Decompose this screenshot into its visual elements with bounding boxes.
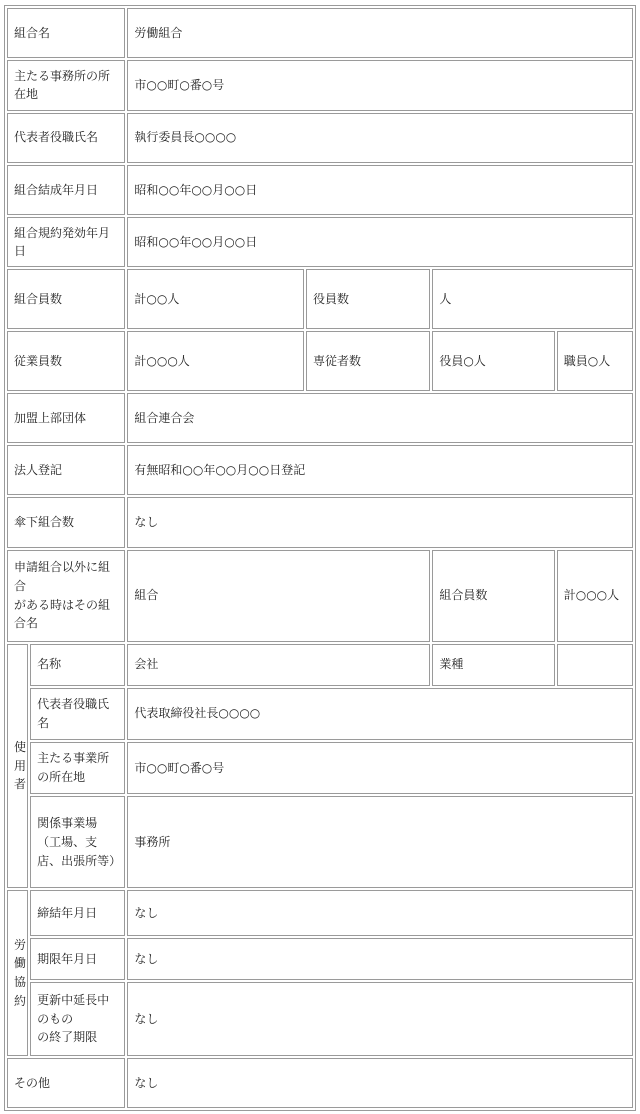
fulltime-officers: 役員○人 [432, 331, 554, 391]
union-name-label: 組合名 [7, 8, 125, 58]
fulltime-staff: 職員○人 [557, 331, 633, 391]
row-agreement-concluded [7, 890, 633, 936]
bylaws-date-label: 組合規約発効年月日 [7, 217, 125, 267]
office-label: 主たる事務所の所在地 [7, 60, 125, 110]
row-office [7, 60, 633, 110]
agreement-char-4: 約 [14, 993, 27, 1008]
employer-sites-label: 関係事業場（工場、支店、出張所等） [30, 796, 125, 888]
other-union-label [7, 550, 125, 642]
agreement-group-label [7, 890, 28, 1055]
other-union-label-line-1: 申請組合以外に組合 [14, 560, 111, 593]
form-table [4, 5, 636, 1111]
row-affiliates [7, 497, 633, 547]
employees-value: 計○○○人 [127, 331, 304, 391]
row-registration [7, 445, 633, 495]
employer-office-value: 市○○町○番○号 [127, 742, 633, 794]
formation-date-value: 昭和○○年○○月○○日 [127, 165, 633, 215]
registration-label: 法人登記 [7, 445, 125, 495]
office-value: 市○○町○番○号 [127, 60, 633, 110]
agreement-renewal-label-line-2: の終了期限 [37, 1030, 98, 1045]
other-label: その他 [7, 1058, 125, 1108]
officers-label: 役員数 [306, 269, 430, 329]
representative-value: 執行委員長○○○○ [127, 113, 633, 163]
members-label: 組合員数 [7, 269, 125, 329]
employer-industry-label: 業種 [432, 644, 554, 686]
row-agreement-expiry [7, 938, 633, 980]
union-name-value: 労働組合 [127, 8, 633, 58]
row-other [7, 1058, 633, 1108]
formation-date-label: 組合結成年月日 [7, 165, 125, 215]
row-employer-rep [7, 688, 633, 740]
agreement-renewal-label-line-1: 更新中延長中のもの [37, 993, 110, 1026]
employer-char-2: 用 [14, 758, 27, 773]
officers-value: 人 [432, 269, 633, 329]
employer-char-1: 使 [14, 740, 27, 755]
row-union-name [7, 8, 633, 58]
employer-rep-value: 代表取締役社長○○○○ [127, 688, 633, 740]
employer-group-label [7, 644, 28, 889]
employer-char-3: 者 [14, 777, 27, 792]
agreement-char-3: 協 [14, 975, 27, 990]
members-value: 計○○人 [127, 269, 304, 329]
affiliates-label: 傘下組合数 [7, 497, 125, 547]
employer-rep-label: 代表者役職氏名 [30, 688, 125, 740]
parent-org-value: 組合連合会 [127, 393, 633, 443]
affiliates-value: なし [127, 497, 633, 547]
row-bylaws-date [7, 217, 633, 267]
employer-sites-value: 事務所 [127, 796, 633, 888]
agreement-expiry-value: なし [127, 938, 633, 980]
agreement-concluded-label: 締結年月日 [30, 890, 125, 936]
employer-name-label: 名称 [30, 644, 125, 686]
row-representative [7, 113, 633, 163]
other-value: なし [127, 1058, 633, 1108]
employer-name-value: 会社 [127, 644, 430, 686]
row-formation-date [7, 165, 633, 215]
row-employer-name [7, 644, 633, 686]
row-other-union [7, 550, 633, 642]
agreement-concluded-value: なし [127, 890, 633, 936]
agreement-renewal-label [30, 982, 125, 1055]
row-members [7, 269, 633, 329]
representative-label: 代表者役職氏名 [7, 113, 125, 163]
row-employer-office [7, 742, 633, 794]
other-union-members-label: 組合員数 [432, 550, 554, 642]
parent-org-label: 加盟上部団体 [7, 393, 125, 443]
employees-label: 従業員数 [7, 331, 125, 391]
agreement-char-1: 労 [14, 937, 27, 952]
agreement-renewal-value: なし [127, 982, 633, 1055]
row-employer-sites [7, 796, 633, 888]
bylaws-date-value: 昭和○○年○○月○○日 [127, 217, 633, 267]
row-employees [7, 331, 633, 391]
row-parent-org [7, 393, 633, 443]
fulltime-label: 専従者数 [306, 331, 430, 391]
registration-value: 有無昭和○○年○○月○○日登記 [127, 445, 633, 495]
agreement-expiry-label: 期限年月日 [30, 938, 125, 980]
other-union-value: 組合 [127, 550, 430, 642]
other-union-label-line-2: がある時はその組合名 [14, 597, 111, 631]
employer-office-label: 主たる事業所の所在地 [30, 742, 125, 794]
other-union-members-value: 計○○○人 [557, 550, 633, 642]
employer-industry-value [557, 644, 633, 686]
agreement-char-2: 働 [14, 956, 27, 971]
row-agreement-renewal [7, 982, 633, 1055]
